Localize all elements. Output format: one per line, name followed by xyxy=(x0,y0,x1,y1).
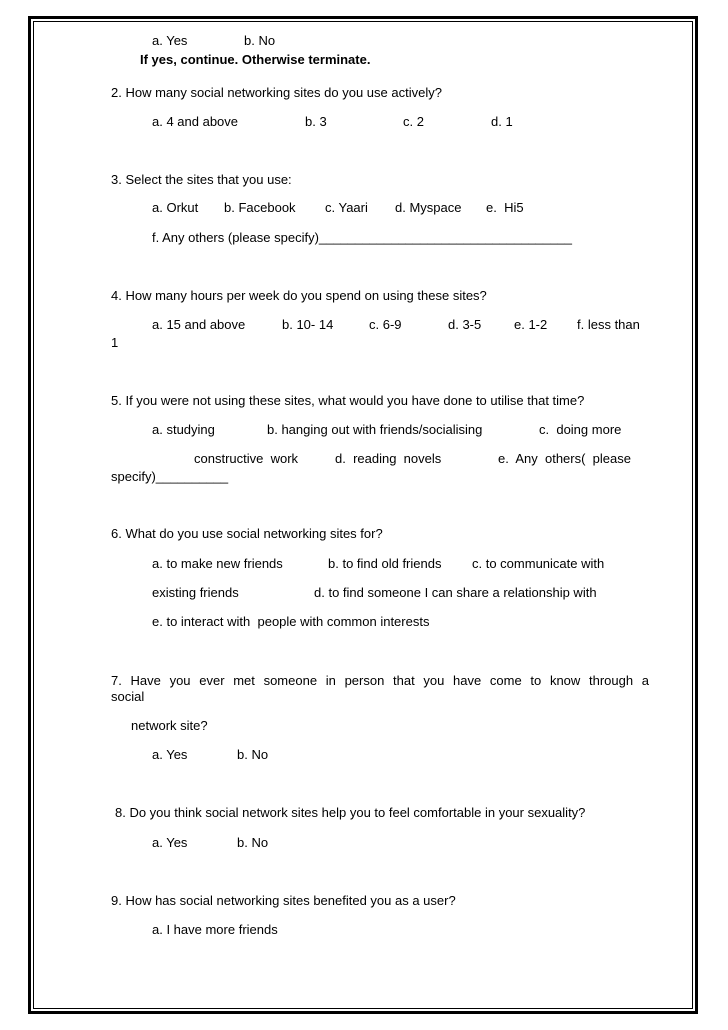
q7-word: a xyxy=(641,673,649,688)
q6-option-c: c. to communicate with xyxy=(472,556,605,571)
q7-word: Have xyxy=(130,673,161,688)
q5-option-e: e. Any others( please xyxy=(498,451,631,466)
q4-option-c: c. 6-9 xyxy=(369,317,402,332)
q7-option-b: b. No xyxy=(237,747,269,762)
q4-option-f-wrap: 1 xyxy=(111,335,119,350)
q5-option-d: d. reading novels xyxy=(335,451,442,466)
q2-option-d: d. 1 xyxy=(491,114,513,129)
q6-option-a: a. to make new friends xyxy=(152,556,283,571)
q6-option-b: b. to find old friends xyxy=(328,556,442,571)
q7-question-line2: social xyxy=(111,689,145,704)
q4-option-d: d. 3-5 xyxy=(448,317,482,332)
q3-option-other: f. Any others (please specify)___________________________________ xyxy=(152,230,572,245)
q7-word: met xyxy=(233,673,255,688)
q8-question: 8. Do you think social network sites help you to feel comfortable in your sexuality? xyxy=(115,805,586,820)
q3-option-d: d. Myspace xyxy=(395,200,462,215)
q7-word: 7. xyxy=(111,673,122,688)
q8-option-b: b. No xyxy=(237,835,269,850)
q2-option-c: c. 2 xyxy=(403,114,424,129)
q7-word: in xyxy=(325,673,336,688)
q4-option-b: b. 10- 14 xyxy=(282,317,334,332)
q7-word: you xyxy=(423,673,445,688)
q3-option-e: e. Hi5 xyxy=(486,200,524,215)
q5-option-c: c. doing more xyxy=(539,422,622,437)
q2-option-a: a. 4 and above xyxy=(152,114,239,129)
q3-question: 3. Select the sites that you use: xyxy=(111,172,292,187)
q7-option-a: a. Yes xyxy=(152,747,188,762)
q6-option-c-wrap: existing friends xyxy=(152,585,239,600)
q7-question-line1 xyxy=(111,673,649,689)
q8-option-a: a. Yes xyxy=(152,835,188,850)
q4-option-f: f. less than xyxy=(577,317,640,332)
page-border-inner xyxy=(33,21,693,1009)
q6-question: 6. What do you use social networking sites for? xyxy=(111,526,383,541)
q4-option-e: e. 1-2 xyxy=(514,317,548,332)
q5-question: 5. If you were not using these sites, what would you have done to utilise that time? xyxy=(111,393,585,408)
q3-option-c: c. Yaari xyxy=(325,200,368,215)
q7-word: have xyxy=(453,673,482,688)
q1-option-b: b. No xyxy=(244,33,276,48)
q7-word: come xyxy=(489,673,522,688)
q1-option-a: a. Yes xyxy=(152,33,188,48)
q3-option-b: b. Facebook xyxy=(224,200,296,215)
q5-option-a: a. studying xyxy=(152,422,215,437)
q3-option-a: a. Orkut xyxy=(152,200,199,215)
q9-option-a: a. I have more friends xyxy=(152,922,278,937)
q4-question: 4. How many hours per week do you spend on using these sites? xyxy=(111,288,487,303)
q2-question: 2. How many social networking sites do you use actively? xyxy=(111,85,442,100)
q7-word: know xyxy=(549,673,581,688)
q7-word: person xyxy=(344,673,385,688)
q5-option-e-wrap: specify)__________ xyxy=(111,469,229,484)
q6-option-d: d. to find someone I can share a relationship with xyxy=(314,585,597,600)
q5-option-c-wrap: constructive work xyxy=(194,451,299,466)
q7-question-line3: network site? xyxy=(131,718,208,733)
q7-word: you xyxy=(169,673,191,688)
q7-word: someone xyxy=(263,673,318,688)
q1-instruction: If yes, continue. Otherwise terminate. xyxy=(140,52,371,67)
q4-option-a: a. 15 and above xyxy=(152,317,246,332)
q7-word: through xyxy=(588,673,634,688)
q6-option-e: e. to interact with people with common interests xyxy=(152,614,430,629)
q7-word: that xyxy=(393,673,415,688)
q2-option-b: b. 3 xyxy=(305,114,327,129)
q7-word: ever xyxy=(199,673,225,688)
q5-option-b: b. hanging out with friends/socialising xyxy=(267,422,483,437)
q9-question: 9. How has social networking sites benefited you as a user? xyxy=(111,893,456,908)
q7-word: to xyxy=(530,673,542,688)
